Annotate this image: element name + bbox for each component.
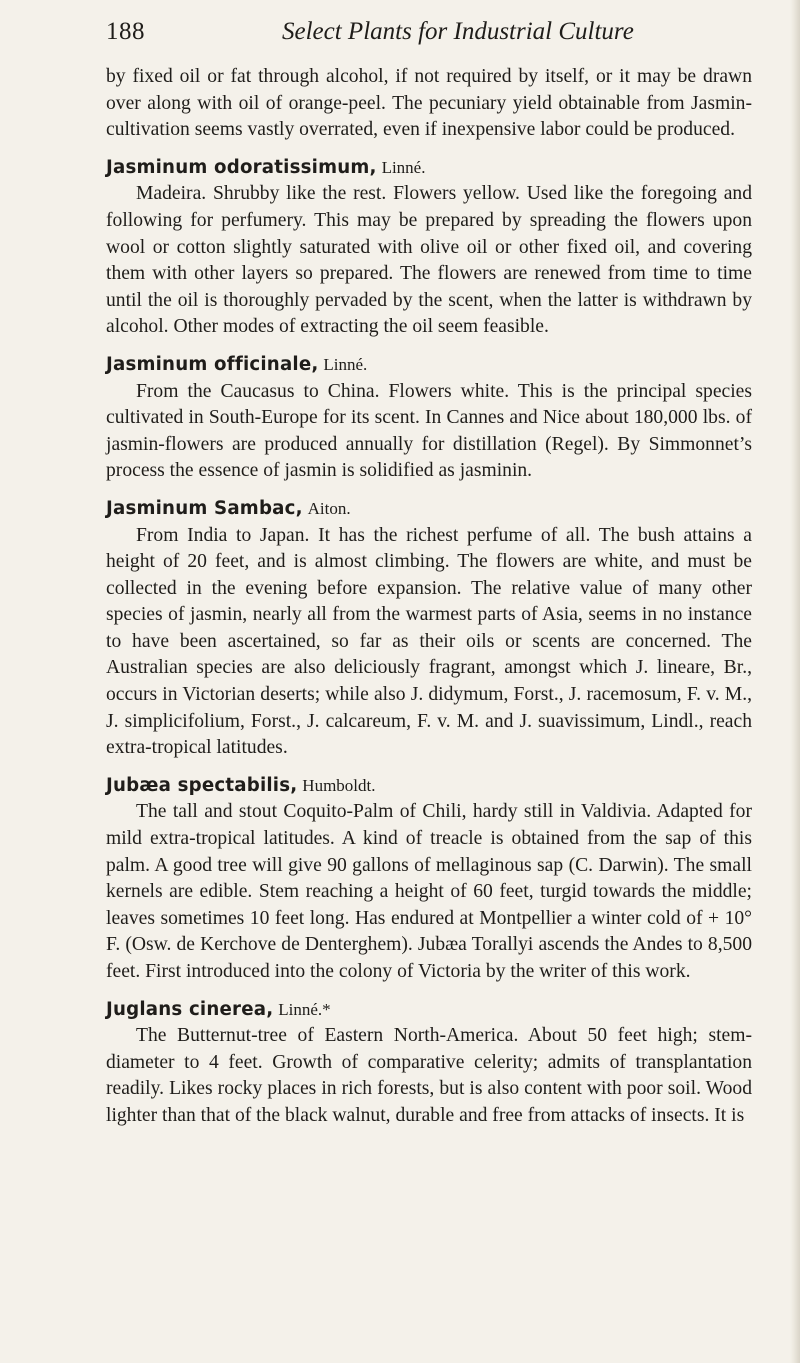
species-authority: Linné.* [278,999,331,1019]
entry-heading [106,773,752,800]
species-authority: Humboldt. [302,775,376,795]
page-header [106,18,752,64]
entry-juglans-cinerea [106,997,752,1130]
page-edge-shadow [790,0,800,1363]
species-authority: Linné. [323,354,368,374]
page-body [106,64,752,1130]
continued-paragraph: by fixed oil or fat through alcohol, if not required by itself, or it may be drawn over along with oil of orange-peel. The pecuniary yield obtainable from Jasmin-cultivation seems vastly overrated, even if inexpensive labor could be produced. [106,66,752,141]
species-authority: Linné. [381,157,426,177]
species-authority: Aiton. [307,498,351,518]
entry-heading [106,496,752,523]
species-name: Jasminum odoratissimum, [106,156,377,178]
entry-description: The tall and stout Coquito-Palm of Chili, hardy still in Valdivia. Adapted for mild extra-tropical latitudes. A kind of treacle is obtained from the sap of this palm. A good tree will give 90 gallons of mellaginous sap (C. Darwin). The small kernels are edible. Stem reaching a height of 60 feet, turgid towards the middle; leaves sometimes 10 feet long. Has endured at Montpellier a winter cold of + 10° F. (Osw. de Kerchove de Denterghem). Jubæa Torallyi ascends the Andes to 8,500 feet. First introduced into the colony of Victoria by the writer of this work. [106,801,752,982]
entry-heading [106,352,752,379]
entry-jasminum-sambac [106,496,752,762]
page-number: 188 [106,18,145,45]
running-title: Select Plants for Industrial Culture [282,18,634,45]
entry-heading [106,997,752,1024]
entry-description: From India to Japan. It has the richest perfume of all. The bush attains a height of 20 feet, and is almost climbing. The flowers are white, and must be collected in the evening before expansion. The relative value of many other species of jasmin, nearly all from the warmest parts of Asia, seems in no instance to have been ascertained, so far as their oils or scents are concerned. The Australian species are also deliciously fragrant, amongst which J. lineare, Br., occurs in Victorian deserts; while also J. didymum, Forst., J. racemosum, F. v. M., J. simplicifolium, Forst., J. calcareum, F. v. M. and J. suavissimum, Lindl., reach extra-tropical latitudes. [106,524,752,759]
entry-description: Madeira. Shrubby like the rest. Flowers yellow. Used like the foregoing and following for perfumery. This may be prepared by spreading the flowers upon wool or cotton slightly saturated with olive oil or other fixed oil, and covering them with other layers so prepared. The flowers are renewed from time to time until the oil is thoroughly pervaded by the scent, when the latter is withdrawn by alcohol. Other modes of extracting the oil seem feasible. [106,183,752,338]
species-name: Jubæa spectabilis, [106,774,298,796]
entry-jasminum-officinale [106,352,752,485]
entry-description: From the Caucasus to China. Flowers white. This is the principal species cultivated in South-Europe for its scent. In Cannes and Nice about 180,000 lbs. of jasmin-flowers are produced annually for distillation (Regel). By Simmonnet’s process the essence of jasmin is solidified as jasminin. [106,380,752,482]
entry-description: The Butternut-tree of Eastern North-America. About 50 feet high; stem-diameter to 4 feet. Growth of comparative celerity; admits of transplantation readily. Likes rocky places in rich forests, but is also content with poor soil. Wood lighter than that of the black walnut, durable and free from attacks of insects. It is [106,1025,752,1126]
entry-heading [106,155,752,182]
entry-jubaea-spectabilis [106,773,752,986]
entry-jasminum-odoratissimum [106,155,752,341]
species-name: Jasminum Sambac, [106,497,303,519]
species-name: Juglans cinerea, [106,998,274,1020]
species-name: Jasminum officinale, [106,353,319,375]
